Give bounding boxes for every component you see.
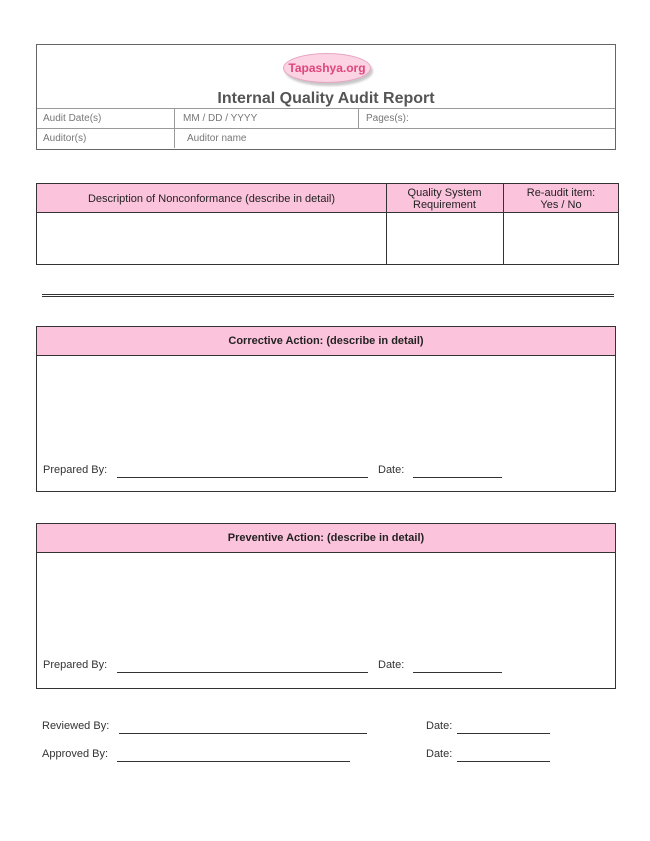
nonconformance-table — [36, 183, 619, 265]
audit-date-field[interactable]: MM / DD / YYYY — [183, 113, 258, 124]
nonconformance-header — [37, 184, 618, 213]
col-qs-line1: Quality System — [407, 186, 482, 199]
reviewed-date-label: Date: — [426, 720, 453, 732]
preventive-prepared-by-label: Prepared By: — [43, 659, 108, 671]
audit-date-label: Audit Date(s) — [43, 113, 102, 124]
approved-by-field[interactable] — [117, 761, 350, 762]
logo-text: Tapashya.org — [288, 61, 366, 75]
logo — [283, 53, 371, 83]
preventive-prepared-by-field[interactable] — [117, 672, 368, 673]
col-reaudit-line1: Re-audit item: — [526, 186, 596, 199]
description-cell[interactable] — [37, 214, 386, 264]
col-qs-line2: Requirement — [413, 198, 476, 211]
col-reaudit — [503, 184, 619, 213]
preventive-date-label: Date: — [378, 659, 405, 671]
report-header — [36, 44, 616, 150]
reviewed-by-field[interactable] — [119, 733, 367, 734]
corrective-action-text-area[interactable] — [37, 357, 615, 457]
reviewed-by-label: Reviewed By: — [42, 720, 110, 732]
preventive-action-box — [36, 523, 616, 689]
preventive-action-heading: Preventive Action: (describe in detail) — [37, 524, 615, 553]
corrective-date-label: Date: — [378, 464, 405, 476]
reviewed-date-field[interactable] — [457, 733, 550, 734]
corrective-prepared-by-field[interactable] — [117, 477, 368, 478]
divider — [42, 294, 614, 297]
auditor-field[interactable]: Auditor name — [187, 133, 247, 144]
auditor-row — [37, 128, 615, 148]
preventive-action-text-area[interactable] — [37, 554, 615, 654]
reaudit-cell[interactable] — [504, 214, 619, 264]
report-title: Internal Quality Audit Report — [217, 90, 435, 107]
col-description — [37, 184, 386, 213]
auditor-label: Auditor(s) — [43, 133, 87, 144]
col-qs-requirement — [386, 184, 503, 213]
col-reaudit-line2: Yes / No — [540, 198, 582, 211]
pages-label: Pages(s): — [366, 113, 409, 124]
corrective-action-box — [36, 326, 616, 492]
approved-by-label: Approved By: — [42, 748, 109, 760]
audit-date-row — [37, 108, 615, 128]
qs-requirement-cell[interactable] — [387, 214, 503, 264]
approved-date-field[interactable] — [457, 761, 550, 762]
approved-date-label: Date: — [426, 748, 453, 760]
corrective-action-heading: Corrective Action: (describe in detail) — [37, 327, 615, 356]
col-description-label: Description of Nonconformance (describe in detail) — [87, 192, 335, 205]
corrective-prepared-by-label: Prepared By: — [43, 464, 108, 476]
preventive-date-field[interactable] — [413, 672, 502, 673]
corrective-date-field[interactable] — [413, 477, 502, 478]
